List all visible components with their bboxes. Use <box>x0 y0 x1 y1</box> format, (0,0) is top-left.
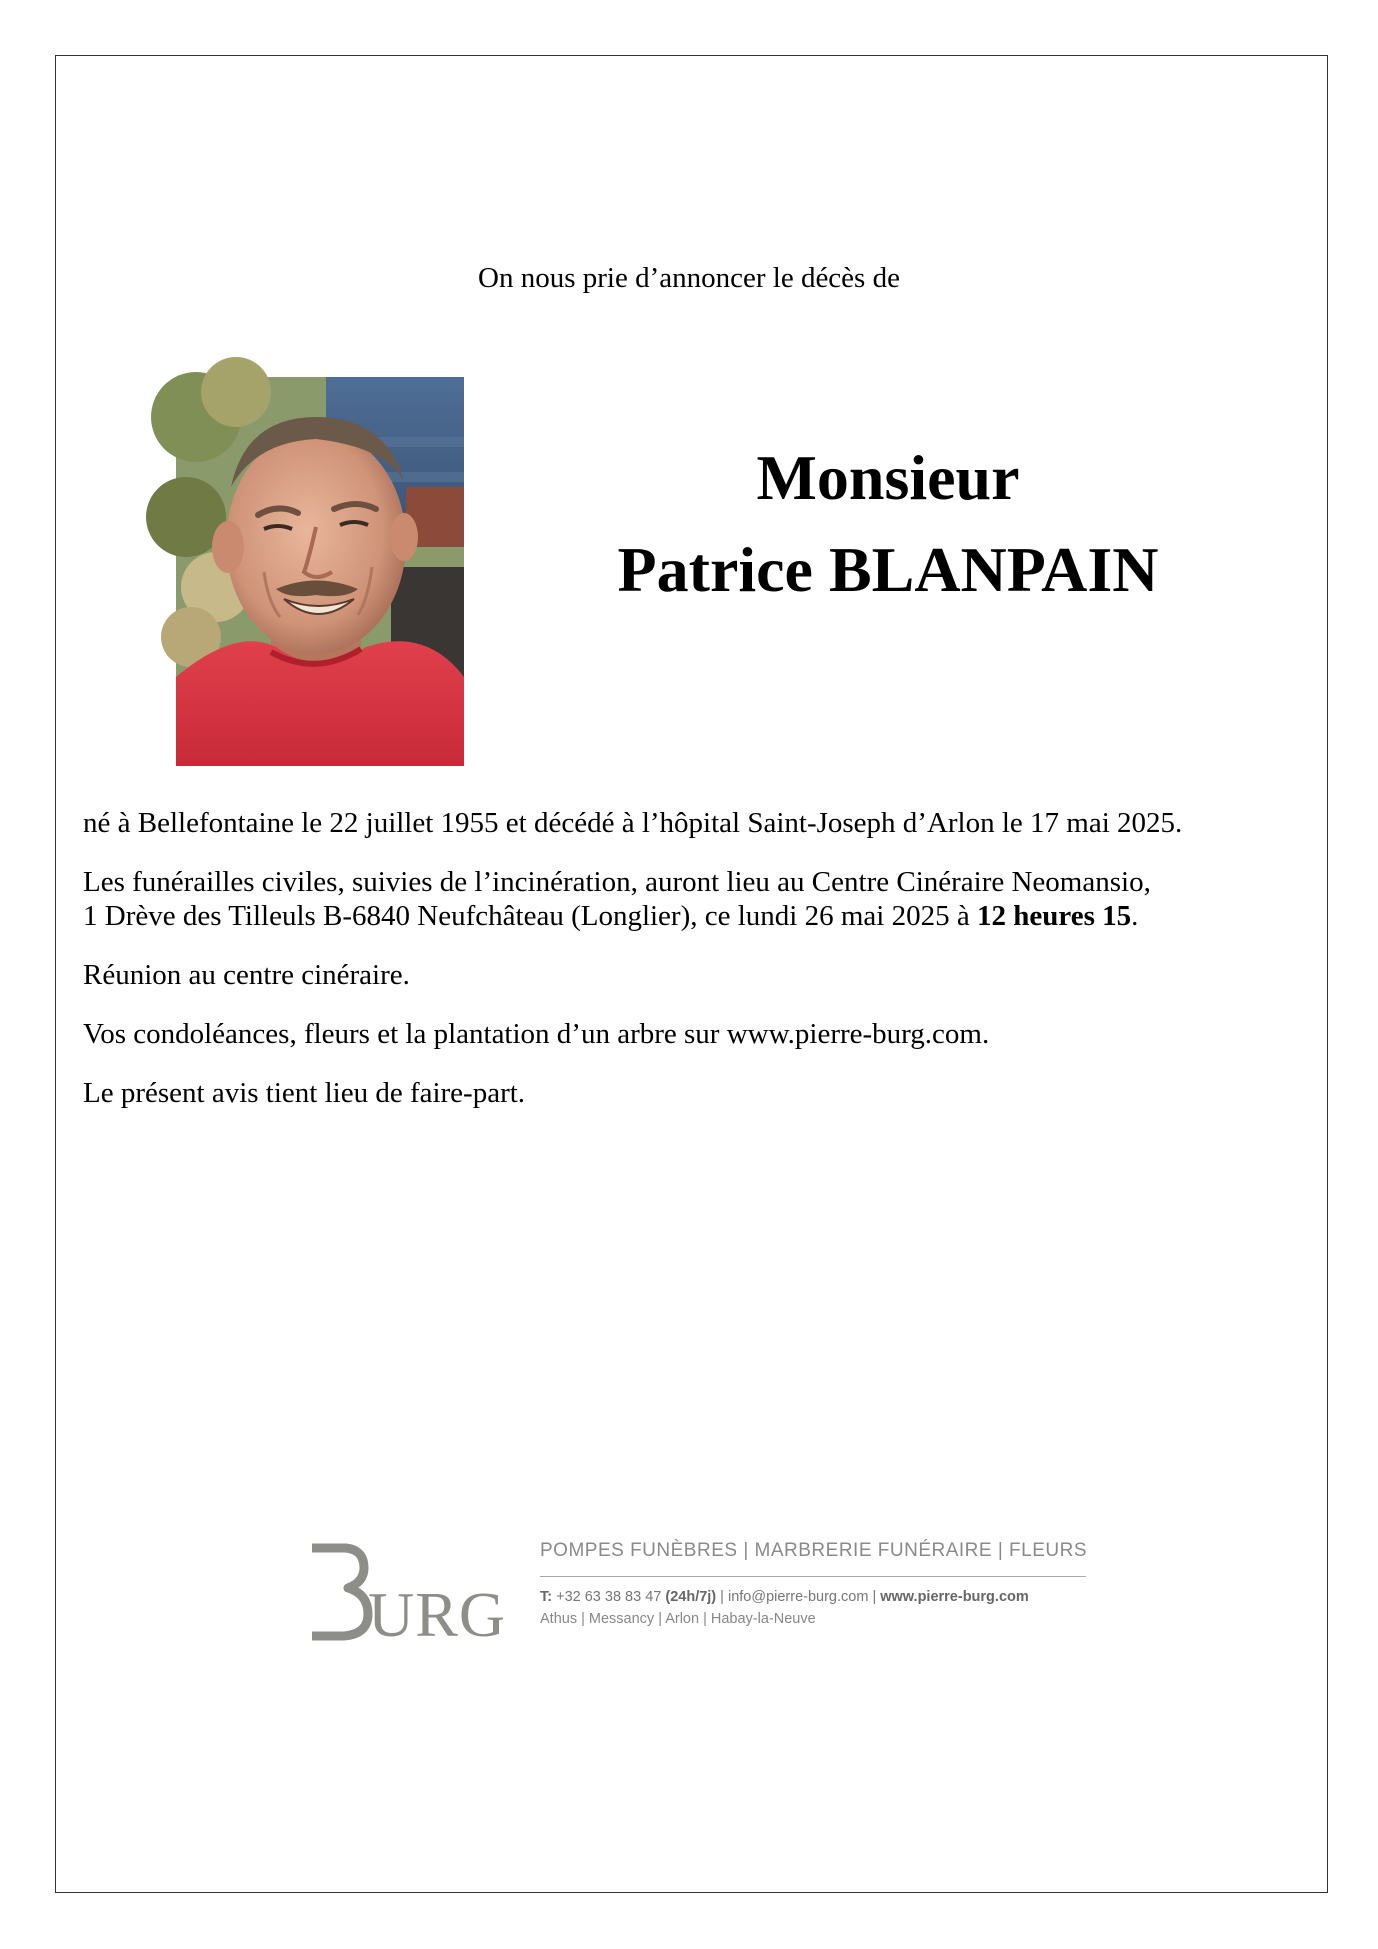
burg-logo-mark <box>306 1536 507 1650</box>
phone-hours: (24h/7j) <box>665 1589 717 1605</box>
funeral-line-2-suffix: . <box>1131 900 1139 932</box>
portrait-image <box>176 377 464 766</box>
email-link[interactable]: info@pierre-burg.com <box>727 1589 869 1605</box>
faire-part-paragraph: Le présent avis tient lieu de faire-part. <box>83 1077 526 1109</box>
phone-number[interactable]: +32 63 38 83 47 <box>556 1589 662 1605</box>
contact-line <box>540 1589 1094 1605</box>
deceased-name: Patrice BLANPAIN <box>617 534 1159 605</box>
locations-line: Athus | Messancy | Arlon | Habay-la-Neuve <box>540 1611 816 1627</box>
notice-body <box>83 806 1323 1135</box>
contact-separator: | <box>716 1589 728 1605</box>
phone-label: T: <box>540 1589 557 1605</box>
svg-text:URG: URG <box>368 1579 507 1650</box>
funeral-time: 12 heures 15 <box>976 900 1132 932</box>
reunion-paragraph: Réunion au centre cinéraire. <box>83 959 410 991</box>
burg-logo <box>306 1536 507 1650</box>
condolences-paragraph: Vos condoléances, fleurs et la plantation d’un arbre sur www.pierre-burg.com. <box>83 1018 990 1050</box>
deceased-name-block <box>560 432 1216 616</box>
footer-divider <box>540 1576 1086 1577</box>
footer-contact-block <box>540 1536 1094 1627</box>
services-line: POMPES FUNÈBRES | MARBRERIE FUNÉRAIRE | FLEURS <box>540 1540 1088 1561</box>
funeral-line-2-prefix: 1 Drève des Tilleuls B-6840 Neufchâteau (Longlier), ce lundi 26 mai 2025 à <box>83 900 977 932</box>
funeral-paragraph <box>83 865 1323 933</box>
honorific-title: Monsieur <box>756 442 1020 513</box>
birth-death-paragraph: né à Bellefontaine le 22 juillet 1955 et décédé à l’hôpital Saint-Joseph d’Arlon le 17 mai 2025. <box>83 807 1183 839</box>
contact-separator: | <box>868 1589 881 1605</box>
funeral-line-1: Les funérailles civiles, suivies de l’incinération, auront lieu au Centre Cinéraire Neomansio, <box>83 866 1151 898</box>
portrait-photo <box>176 377 464 766</box>
announcement-intro: On nous prie d’annoncer le décès de <box>478 262 900 294</box>
website-link[interactable]: www.pierre-burg.com <box>880 1589 1029 1605</box>
funeral-home-footer <box>306 1536 1096 1650</box>
